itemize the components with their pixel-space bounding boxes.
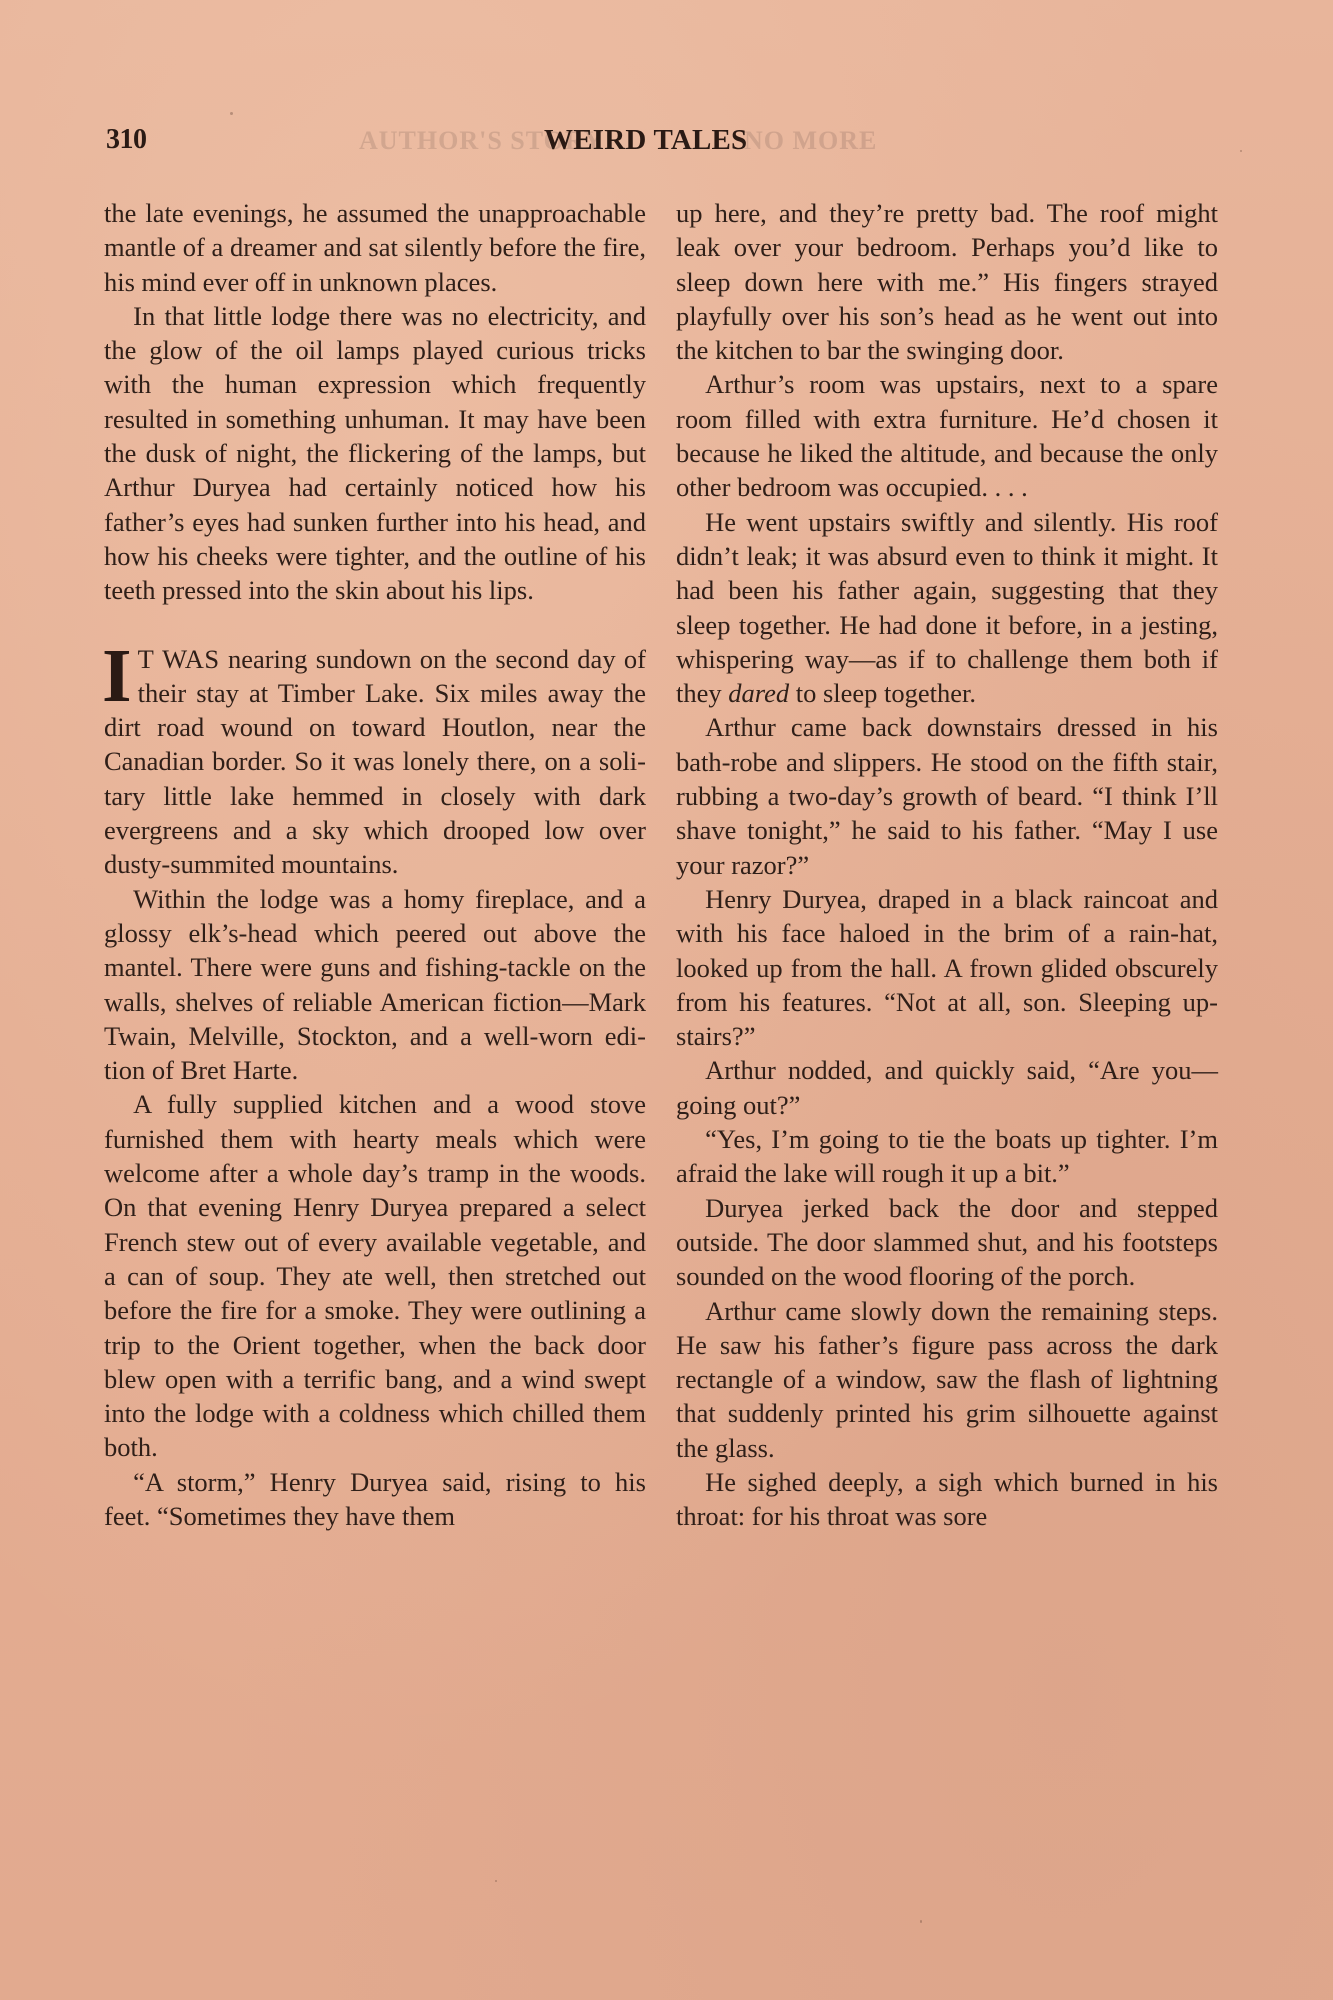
- section-opening-paragraph: [102, 633, 646, 882]
- drop-cap: I: [102, 633, 132, 718]
- paragraph: In that little lodge there was no electricity, and the glow of the oil lamps played curious tricks with the human expression which frequently resulted in something unhuman. It may have been the dusk of night, the flickering of the lamps, but Arthur Duryea had certainly noticed how his father’s eyes had sunken further into his head, and how his cheeks were tighter, and the outline of his teeth pressed into the skin about his lips.: [104, 300, 646, 606]
- paragraph: A fully supplied kitchen and a wood stove furnished them with hearty meals which were welcome after a whole day’s tramp in the woods. On that evening Henry Duryea prepared a select French stew out of every available vegetable, and a can of soup. They ate well, then stretched out before the fire for a smoke. They were outlining a trip to the Orient together, when the back door blew open with a terrific bang, and a wind swept into the lodge with a coldness which chilled them both.: [104, 1089, 646, 1463]
- paragraph: He sighed deeply, a sigh which burned in his throat: for his throat was sore: [676, 1466, 1218, 1532]
- paragraph-text: nearing sundown on the second day of their stay at Timber Lake. Six miles away the dirt road wound on toward Houtlon, near the Canadian border. So it was lonely there, on a solitary little lake hemmed in closely with dark evergreens and a sky which drooped low over dusty-summited mountains.: [104, 643, 646, 880]
- bleed-through-text: AUTHOR'S STORY: [359, 126, 604, 155]
- paragraph: Arthur came back downstairs dressed in his bath-robe and slippers. He stood on the fifth stair, rubbing a two-day’s growth of beard. “I think I’ll shave tonight,” he said to his father. “May I use your razor?”: [676, 712, 1218, 880]
- paragraph-text: to sleep together.: [789, 678, 977, 709]
- paragraph: Arthur’s room was upstairs, next to a spare room filled with extra furniture. He’d chosen it because he liked the altitude, and because the only other bedroom was occupied. . . .: [676, 369, 1218, 503]
- paragraph: [676, 505, 1218, 711]
- emphasized-word: dared: [728, 678, 790, 709]
- paragraph: Arthur came slowly down the remaining steps. He saw his father’s figure pass across the dark rectangle of a window, saw the flash of lightning that suddenly printed his grim silhouette against the glass.: [676, 1295, 1218, 1463]
- magazine-title: WEIRD TALES: [544, 124, 748, 156]
- paper-speck: [230, 112, 233, 115]
- paragraph: up here, and they’re pretty bad. The roof might leak over your bedroom. Perhaps you’d like to sleep down here with me.” His fingers strayed playfully over his son’s head as he went out into the kitchen to bar the swinging door.: [676, 198, 1218, 366]
- paper-speck: [920, 1920, 922, 1923]
- paragraph-text: He went upstairs swiftly and silently. His roof didn’t leak; it was absurd even to think it might. It had been his father again, suggesting that they sleep together. He had done it before, in a jesting, whispering way—as if to challenge them both if they: [676, 506, 1218, 709]
- small-caps-lead: T WAS: [137, 643, 220, 674]
- paragraph: Duryea jerked back the door and stepped outside. The door slammed shut, and his footsteps sounded on the wood flooring of the porch.: [676, 1192, 1218, 1292]
- bleed-through-text: NO MORE: [744, 126, 878, 155]
- paragraph: the late evenings, he assumed the unapproachable mantle of a dreamer and sat silently before the fire, his mind ever off in unknown places.: [104, 198, 646, 297]
- page-number: 310: [106, 124, 147, 155]
- paragraph: “A storm,” Henry Duryea said, rising to his feet. “Sometimes they have them: [104, 1466, 646, 1531]
- paragraph: “Yes, I’m going to tie the boats up tighter. I’m afraid the lake will rough it up a bit.”: [676, 1124, 1218, 1189]
- paper-speck: [1240, 150, 1242, 152]
- paragraph: Henry Duryea, draped in a black raincoat and with his face haloed in the brim of a rain-hat, looked up from the hall. A frown glided obscurely from his features. “Not at all, son. Sleeping upstairs?”: [676, 883, 1218, 1052]
- paragraph: Arthur nodded, and quickly said, “Are you—going out?”: [676, 1055, 1218, 1120]
- right-column: [676, 196, 1218, 1534]
- left-column: [104, 196, 646, 1533]
- paragraph: Within the lodge was a homy fireplace, and a glossy elk’s-head which peered out above the mantel. There were guns and fishing-tackle on the walls, shelves of reliable American fiction—Mark Twain, Melville, Stockton, and a well-worn edition of Bret Harte.: [104, 883, 646, 1086]
- paper-speck: [495, 1880, 497, 1882]
- running-header: [104, 124, 1224, 168]
